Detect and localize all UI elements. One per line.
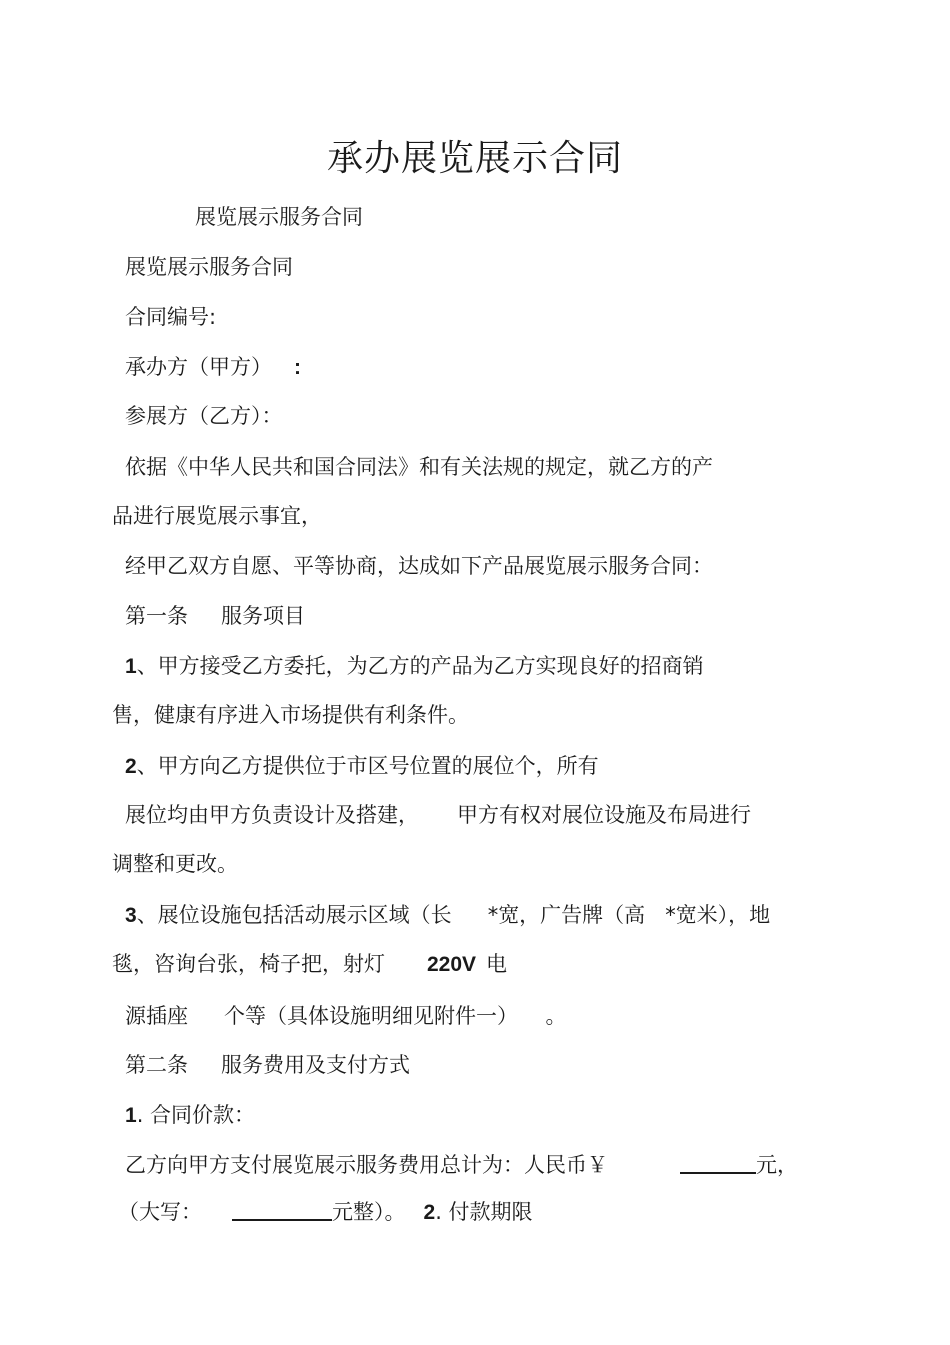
document-title: 承办展览展示合同 bbox=[326, 138, 623, 179]
payment-term-number: 2 bbox=[423, 1201, 436, 1224]
contract-price-line-1 bbox=[125, 1150, 798, 1180]
item-3-text-1c: *宽米），地 bbox=[665, 903, 771, 927]
item-2-number: 2 bbox=[125, 755, 137, 778]
item-3-text-1a: 、展位设施包括活动展示区域（长 bbox=[136, 903, 452, 927]
article-2-label: 第二条 bbox=[125, 1053, 188, 1077]
item-2-line-2 bbox=[125, 800, 751, 830]
contract-price-text-1: 乙方向甲方支付展览展示服务费用总计为：人民币￥ bbox=[125, 1153, 608, 1177]
capital-amount-blank bbox=[232, 1199, 332, 1221]
item-2-line-1 bbox=[125, 751, 599, 782]
item-3-text-3b: 个等（具体设施明细见附件一） bbox=[224, 1004, 508, 1028]
item-1-line-1 bbox=[125, 651, 704, 682]
party-a-line bbox=[125, 352, 301, 383]
heading-service-contract: 展览展示服务合同 bbox=[125, 255, 293, 279]
party-a-label: 承办方（甲方） bbox=[125, 355, 272, 379]
item-2-line-3: 调整和更改。 bbox=[112, 852, 238, 876]
item-3-text-3a: 源插座 bbox=[125, 1004, 188, 1028]
item-2-text-2a: 展位均由甲方负责设计及搭建， bbox=[125, 803, 419, 827]
item-3-text-3c: 。 bbox=[545, 1004, 567, 1028]
capital-amount-end: 元整）。 bbox=[332, 1200, 406, 1224]
item-1-text-1: 、甲方接受乙方委托，为乙方的产品为乙方实现良好的招商销 bbox=[136, 654, 704, 678]
capital-amount-label: （大写： bbox=[118, 1200, 202, 1224]
intro-line-1: 依据《中华人民共和国合同法》和有关法规的规定，就乙方的产 bbox=[125, 455, 713, 479]
item-3-line-2 bbox=[112, 949, 507, 980]
payment-term-label: . 付款期限 bbox=[435, 1200, 533, 1224]
item-3-number: 3 bbox=[125, 904, 137, 927]
item-3-text-2c: 电 bbox=[486, 952, 508, 976]
contract-number-label: 合同编号: bbox=[125, 305, 217, 329]
contract-price-text-1-end: 元， bbox=[756, 1153, 798, 1177]
article-1-heading bbox=[125, 601, 305, 631]
amount-blank bbox=[680, 1152, 756, 1174]
item-3-line-1 bbox=[125, 900, 770, 931]
item-2-text-1: 、甲方向乙方提供位于市区号位置的展位个，所有 bbox=[136, 754, 599, 778]
contract-price-number: 1 bbox=[125, 1104, 137, 1127]
article-2-heading bbox=[125, 1050, 410, 1080]
article-1-title: 服务项目 bbox=[221, 604, 305, 628]
item-3-text-2a: 毯，咨询台张，椅子把，射灯 bbox=[112, 952, 385, 976]
intro-line-2: 品进行展览展示事宜， bbox=[112, 504, 322, 528]
party-b-label: 参展方（乙方）： bbox=[125, 404, 283, 428]
intro-line-3: 经甲乙双方自愿、平等协商，达成如下产品展览展示服务合同： bbox=[125, 554, 713, 578]
item-2-text-2b: 甲方有权对展位设施及布局进行 bbox=[457, 803, 751, 827]
contract-price-line-2 bbox=[118, 1197, 533, 1228]
item-3-text-1b: *宽，广告牌（高 bbox=[487, 903, 646, 927]
contract-price-label: . 合同价款： bbox=[136, 1103, 256, 1127]
item-3-voltage: 220V bbox=[427, 953, 477, 976]
party-a-colon: : bbox=[294, 356, 301, 379]
subtitle: 展览展示服务合同 bbox=[195, 205, 363, 229]
article-2-title: 服务费用及支付方式 bbox=[221, 1053, 410, 1077]
contract-price-heading bbox=[125, 1100, 255, 1131]
item-1-number: 1 bbox=[125, 655, 137, 678]
item-1-line-2: 售，健康有序进入市场提供有利条件。 bbox=[112, 703, 469, 727]
item-3-line-3 bbox=[125, 1001, 567, 1031]
article-1-label: 第一条 bbox=[125, 604, 188, 628]
